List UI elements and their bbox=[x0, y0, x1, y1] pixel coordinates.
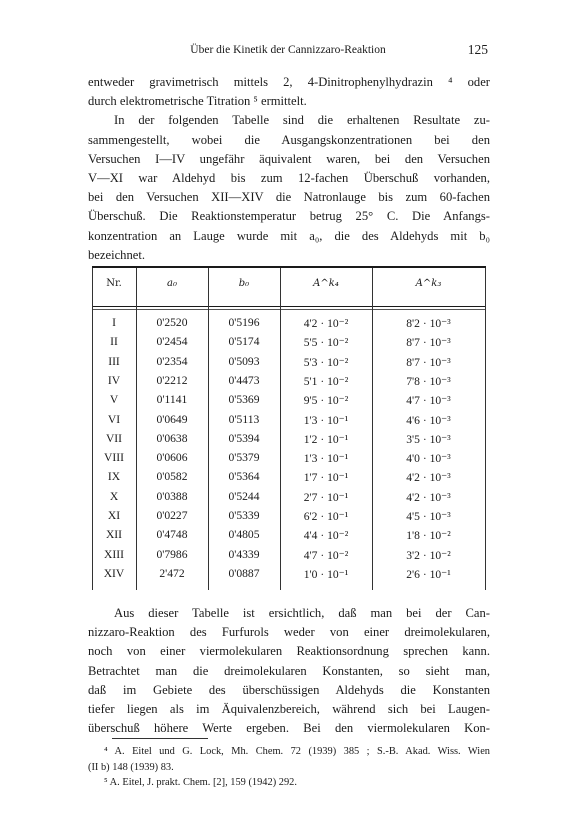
cell-a0: 0'7986 bbox=[156, 547, 188, 561]
cell-ak4: 5'1 · 10⁻² bbox=[303, 374, 349, 388]
cell-a0: 0'1141 bbox=[156, 393, 188, 407]
cell-ak3: 8'2 · 10⁻³ bbox=[406, 317, 451, 330]
cell-nr: II bbox=[110, 335, 118, 349]
table-row bbox=[92, 316, 486, 335]
table-row bbox=[92, 567, 486, 586]
text-line: konzentration an Lauge wurde mit a₀, die des Aldehyds mit b₀ bbox=[88, 228, 490, 243]
column-header-a0: a₀ bbox=[167, 278, 177, 289]
cell-ak3: 4'2 · 10⁻³ bbox=[406, 490, 451, 504]
cell-ak4: 1'2 · 10⁻¹ bbox=[303, 432, 349, 446]
cell-ak4: 1'3 · 10⁻¹ bbox=[303, 452, 349, 466]
cell-b0: 0'5369 bbox=[228, 393, 260, 407]
cell-ak3: 4'5 · 10⁻³ bbox=[406, 510, 451, 523]
table-row bbox=[92, 393, 486, 412]
text-line: Betrachtet man die dreimolekularen Konstanten, so sieht man, bbox=[88, 663, 490, 678]
cell-ak4: 1'3 · 10⁻¹ bbox=[303, 413, 349, 427]
text-line: Aus dieser Tabelle ist ersichtlich, daß man bei der Can- bbox=[114, 606, 490, 620]
column-header-ak3: A^k₃ bbox=[415, 278, 442, 289]
column-header-nr: Nr. bbox=[106, 278, 122, 289]
cell-a0: 2'472 bbox=[159, 566, 185, 580]
cell-nr: XI bbox=[107, 509, 121, 522]
cell-ak3: 3'5 · 10⁻³ bbox=[406, 432, 451, 446]
cell-ak4: 9'5 · 10⁻² bbox=[303, 394, 349, 408]
text-line: noch von einer viermolekularen Reaktionsordnung sprechen kann. bbox=[88, 644, 490, 659]
table-row bbox=[92, 528, 486, 547]
cell-ak4: 5'3 · 10⁻² bbox=[303, 355, 349, 369]
column-header-ak4: A^k₄ bbox=[313, 278, 339, 289]
footnote-rule bbox=[112, 738, 208, 739]
cell-ak4: 1'0 · 10⁻¹ bbox=[303, 567, 349, 581]
cell-b0: 0'5196 bbox=[228, 316, 260, 329]
cell-nr: IV bbox=[107, 373, 121, 387]
cell-nr: I bbox=[112, 316, 116, 329]
text-line: bei den Versuchen XII—XIV die Natronlauge bis zum 60-fachen bbox=[88, 190, 490, 205]
cell-nr: VII bbox=[105, 431, 123, 445]
text-line: entweder gravimetrisch mittels 2, 4-Dinitrophenylhydrazin ⁴ oder bbox=[88, 75, 490, 89]
table-header-rule bbox=[92, 309, 486, 310]
cell-nr: IX bbox=[107, 470, 121, 484]
table-row bbox=[92, 548, 486, 567]
cell-nr: XIV bbox=[103, 566, 125, 580]
cell-ak3: 4'0 · 10⁻³ bbox=[406, 452, 451, 466]
cell-ak3: 1'8 · 10⁻² bbox=[406, 529, 451, 543]
results-table bbox=[92, 266, 486, 590]
text-line: bezeichnet. bbox=[88, 247, 145, 262]
text-line: tiefer liegen als im Äquivalenzbereich, während sich bei Laugen- bbox=[88, 701, 490, 716]
cell-ak3: 4'7 · 10⁻³ bbox=[406, 394, 451, 408]
cell-nr: XII bbox=[105, 528, 123, 542]
table-row bbox=[92, 335, 486, 354]
table-top-rule bbox=[92, 266, 486, 268]
text-line: Versuchen I—IV ungefähr äquivalent waren, bei den Versuchen bbox=[88, 151, 490, 166]
cell-ak3: 4'2 · 10⁻³ bbox=[406, 471, 451, 485]
cell-b0: 0'5379 bbox=[228, 451, 260, 465]
cell-nr: VIII bbox=[104, 451, 124, 465]
cell-ak4: 5'5 · 10⁻² bbox=[303, 336, 349, 350]
intro-paragraph bbox=[88, 73, 490, 265]
cell-a0: 0'0388 bbox=[156, 489, 188, 503]
cell-ak4: 1'7 · 10⁻¹ bbox=[303, 471, 349, 485]
footnote-4-line: ⁴ A. Eitel und G. Lock, Mh. Chem. 72 (1939) 385 ; S.-B. Akad. Wiss. Wien bbox=[104, 746, 490, 757]
text-line: nizzaro-Reaktion des Furfurols weder von einer dreimolekularen, bbox=[88, 625, 490, 640]
text-line: In der folgenden Tabelle sind die erhaltenen Resultate zu- bbox=[114, 113, 490, 128]
table-row bbox=[92, 470, 486, 489]
cell-ak3: 4'6 · 10⁻³ bbox=[406, 413, 451, 427]
cell-a0: 0'2354 bbox=[156, 354, 188, 368]
cell-ak4: 4'2 · 10⁻² bbox=[303, 317, 349, 330]
cell-a0: 0'2212 bbox=[156, 373, 188, 387]
column-header-b0: b₀ bbox=[238, 278, 250, 289]
cell-nr: X bbox=[109, 489, 119, 503]
footnote-5: ⁵ A. Eitel, J. prakt. Chem. [2], 159 (1942) 292. bbox=[104, 777, 297, 788]
text-line: überschuß höhere Werte ergeben. Bei den viermolekularen Kon- bbox=[88, 721, 490, 736]
cell-ak3: 7'8 · 10⁻³ bbox=[406, 374, 451, 388]
cell-nr: III bbox=[108, 354, 120, 368]
cell-ak4: 4'4 · 10⁻² bbox=[303, 529, 349, 543]
cell-ak4: 4'7 · 10⁻² bbox=[303, 548, 349, 562]
text-line: Überschuß. Die Reaktionstemperatur betrug 25° C. Die Anfangs- bbox=[88, 209, 490, 224]
cell-nr: XIII bbox=[104, 547, 124, 561]
table-header-rule bbox=[92, 306, 486, 307]
table-row bbox=[92, 451, 486, 470]
table-row bbox=[92, 432, 486, 451]
cell-b0: 0'5394 bbox=[228, 431, 260, 445]
body-paragraph bbox=[88, 604, 490, 738]
table-row bbox=[92, 490, 486, 509]
table-row bbox=[92, 509, 486, 528]
cell-a0: 0'0638 bbox=[156, 431, 188, 445]
footnotes bbox=[88, 744, 490, 791]
footnote-4-line: (II b) 148 (1939) 83. bbox=[88, 761, 174, 773]
cell-b0: 0'5093 bbox=[228, 354, 260, 368]
cell-nr: V bbox=[109, 393, 119, 407]
text-line: durch elektrometrische Titration ⁵ ermittelt. bbox=[88, 94, 307, 109]
cell-b0: 0'4473 bbox=[228, 373, 260, 387]
cell-ak3: 2'6 · 10⁻¹ bbox=[406, 567, 451, 581]
running-header bbox=[88, 44, 488, 60]
cell-b0: 0'4805 bbox=[228, 528, 260, 542]
table-row bbox=[92, 355, 486, 374]
cell-b0: 0'5174 bbox=[228, 335, 260, 349]
cell-a0: 0'2520 bbox=[156, 316, 188, 329]
text-line: sammengestellt, wobei die Ausgangskonzentrationen bei den bbox=[88, 132, 490, 147]
running-title: Über die Kinetik der Cannizzaro-Reaktion bbox=[190, 44, 386, 56]
cell-a0: 0'4748 bbox=[156, 528, 188, 542]
text-line: V—XI war Aldehyd bis zum 12-fachen Überschuß vorhanden, bbox=[88, 170, 490, 185]
cell-a0: 0'0227 bbox=[156, 509, 188, 522]
table-row bbox=[92, 374, 486, 393]
cell-b0: 0'5339 bbox=[228, 509, 260, 522]
cell-ak3: 8'7 · 10⁻³ bbox=[406, 336, 451, 350]
cell-b0: 0'4339 bbox=[228, 547, 260, 561]
cell-a0: 0'0649 bbox=[156, 412, 188, 426]
cell-b0: 0'5364 bbox=[228, 470, 260, 484]
page-number: 125 bbox=[467, 42, 488, 57]
table-row bbox=[92, 413, 486, 432]
cell-a0: 0'0582 bbox=[156, 470, 188, 484]
cell-b0: 0'0887 bbox=[228, 566, 260, 580]
cell-b0: 0'5244 bbox=[228, 489, 260, 503]
cell-ak3: 8'7 · 10⁻³ bbox=[406, 355, 451, 369]
cell-ak4: 6'2 · 10⁻¹ bbox=[303, 510, 349, 523]
cell-ak3: 3'2 · 10⁻² bbox=[406, 548, 451, 562]
cell-a0: 0'2454 bbox=[156, 335, 188, 349]
cell-a0: 0'0606 bbox=[156, 451, 188, 465]
cell-b0: 0'5113 bbox=[228, 412, 260, 426]
cell-ak4: 2'7 · 10⁻¹ bbox=[303, 490, 349, 504]
cell-nr: VI bbox=[107, 412, 121, 426]
text-line: daß im Gebiete des überschüssigen Aldehyds die Konstanten bbox=[88, 682, 490, 697]
